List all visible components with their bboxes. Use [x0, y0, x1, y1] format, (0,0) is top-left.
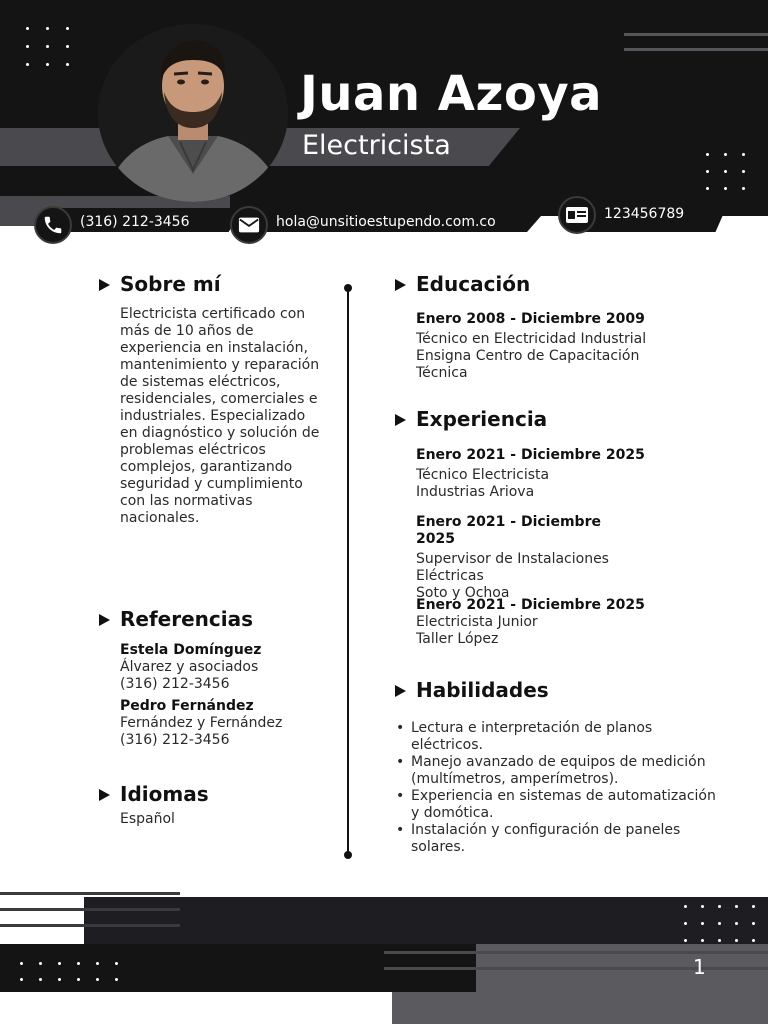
education-dates: Enero 2008 - Diciembre 2009 — [416, 311, 645, 327]
reference-phone: (316) 212-3456 — [120, 676, 230, 692]
triangle-bullet-icon — [99, 789, 110, 801]
triangle-bullet-icon — [395, 414, 406, 426]
experience-dates: Enero 2021 - Diciembre 2025 — [416, 447, 645, 463]
person-name: Juan Azoya — [300, 66, 603, 122]
profile-photo — [98, 24, 288, 202]
experience-company: Soto y Ochoa — [416, 585, 510, 601]
experience-position: Supervisor de Instalaciones Eléctricas — [416, 551, 609, 584]
reference-item — [120, 698, 340, 749]
about-text: Electricista certificado con más de 10 años de experiencia en instalación, mantenimiento y reparación de sistemas eléctricos, residenciales, comerciales e industriales. Especializado en diagnóstico y solución de problemas eléctricos complejos, garantizando seguridad y cumplimiento con las normativas nacionales. — [120, 306, 320, 526]
contact-id — [558, 200, 728, 238]
page-number: 1 — [693, 955, 706, 979]
reference-item — [120, 642, 340, 693]
skills-title: Habilidades — [416, 678, 549, 702]
experience-company: Industrias Ariova — [416, 484, 535, 500]
experience-item — [416, 514, 636, 602]
references-title: Referencias — [120, 607, 254, 631]
reference-company: Fernández y Fernández — [120, 715, 283, 731]
mail-icon — [230, 206, 268, 244]
about-title: Sobre mí — [120, 272, 221, 296]
experience-position: Electricista Junior — [416, 614, 538, 630]
experience-dates: Enero 2021 - Diciembre 2025 — [416, 597, 645, 613]
reference-company: Álvarez y asociados — [120, 659, 259, 675]
triangle-bullet-icon — [99, 614, 110, 626]
education-degree: Técnico en Electricidad Industrial — [416, 331, 647, 347]
experience-dates: Enero 2021 - Diciembre 2025 — [416, 514, 601, 547]
footer-decorative-lines-left — [0, 892, 180, 940]
divider-dot-top — [344, 284, 352, 292]
footer-dots-right — [684, 905, 755, 942]
id-text: 123456789 — [604, 206, 685, 222]
email-text[interactable]: hola@unsitioestupendo.com.co — [276, 214, 496, 230]
skill-item: • Lectura e interpretación de planos eléctricos. — [396, 720, 716, 754]
phone-text[interactable]: (316) 212-3456 — [80, 214, 190, 230]
triangle-bullet-icon — [99, 279, 110, 291]
footer-decorative-lines-right — [384, 951, 768, 983]
education-school: Ensigna Centro de Capacitación Técnica — [416, 348, 640, 381]
experience-item — [416, 447, 676, 501]
person-role: Electricista — [302, 130, 451, 161]
column-divider — [347, 288, 349, 855]
experience-company: Taller López — [416, 631, 499, 647]
skill-item: • Experiencia en sistemas de automatización y domótica. — [396, 788, 716, 822]
experience-title: Experiencia — [416, 407, 548, 431]
triangle-bullet-icon — [395, 685, 406, 697]
reference-name: Estela Domínguez — [120, 642, 262, 658]
education-title: Educación — [416, 272, 531, 296]
header-decorative-lines — [624, 33, 768, 63]
experience-position: Técnico Electricista — [416, 467, 550, 483]
skill-item: • Manejo avanzado de equipos de medición (multímetros, amperímetros). — [396, 754, 716, 788]
header-dots-left — [26, 27, 69, 66]
languages-title: Idiomas — [120, 782, 209, 806]
contact-phone — [34, 200, 214, 238]
divider-dot-bottom — [344, 851, 352, 859]
header-dots-right — [706, 153, 745, 190]
id-card-icon — [558, 196, 596, 234]
skill-item: • Instalación y configuración de paneles solares. — [396, 822, 716, 856]
footer-dots-left — [20, 962, 118, 981]
reference-phone: (316) 212-3456 — [120, 732, 230, 748]
education-item — [416, 311, 676, 382]
triangle-bullet-icon — [395, 279, 406, 291]
contact-email — [230, 200, 550, 238]
experience-item — [416, 597, 676, 648]
skills-list — [396, 720, 716, 856]
phone-icon — [34, 206, 72, 244]
language-item: Español — [120, 811, 175, 827]
reference-name: Pedro Fernández — [120, 698, 254, 714]
